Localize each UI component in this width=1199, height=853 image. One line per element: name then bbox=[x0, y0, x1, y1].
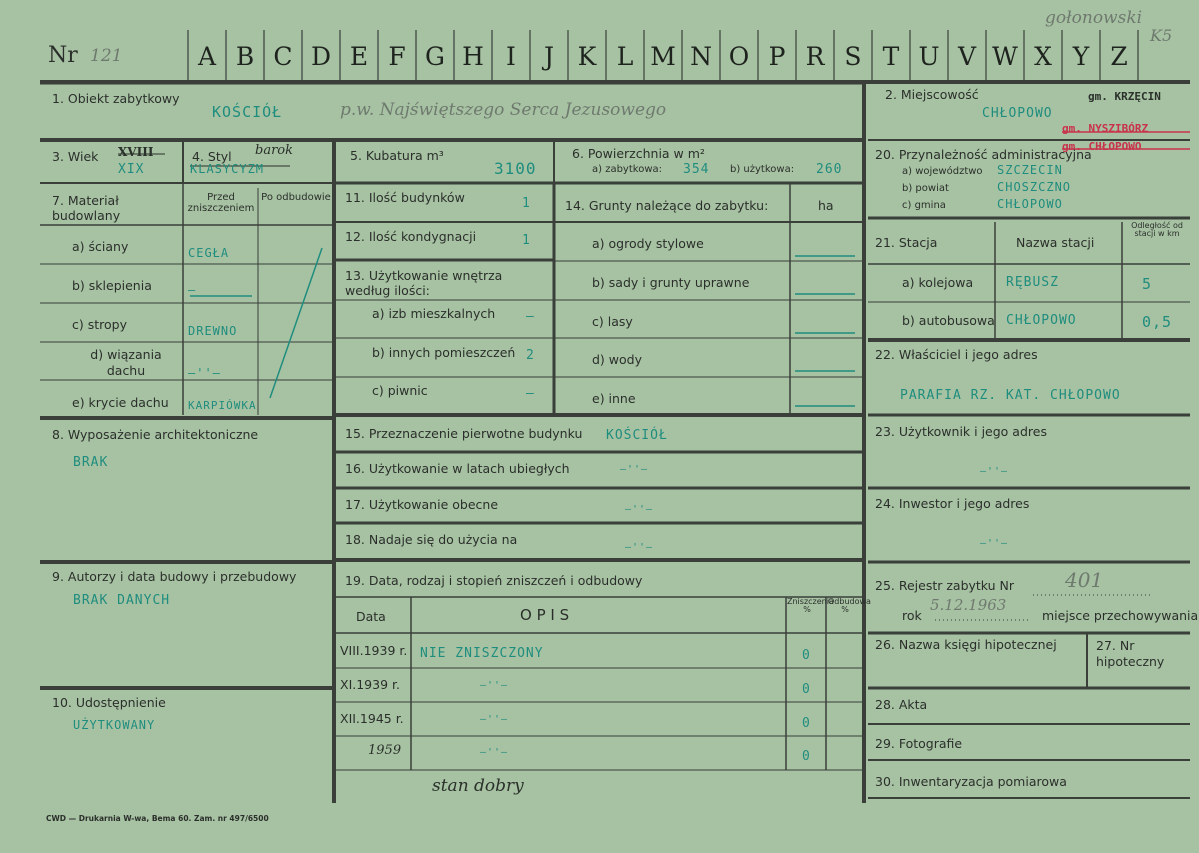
f2-note3: gm. CHŁOPOWO bbox=[1062, 140, 1142, 153]
corner-note: K5 bbox=[1150, 26, 1173, 45]
f16-label: 16. Użytkowanie w latach ubiegłych bbox=[345, 461, 570, 476]
f21-label: 21. Stacja bbox=[875, 235, 938, 250]
f14-row-label: e) inne bbox=[592, 391, 636, 406]
f2-note2: gm. NYSZIBÓRZ bbox=[1062, 122, 1149, 135]
f7-row-label: b) sklepienia bbox=[72, 278, 152, 293]
f1-pencil: p.w. Najświętszego Serca Jezusowego bbox=[340, 100, 667, 120]
f19-row-opis: NIE ZNISZCZONY bbox=[420, 646, 544, 661]
f11-label: 11. Ilość budynków bbox=[345, 190, 465, 205]
index-letter: U bbox=[918, 42, 940, 71]
f29-label: 29. Fotografie bbox=[875, 736, 963, 751]
f21-row-label: a) kolejowa bbox=[902, 275, 974, 290]
f21-row-dist: 5 bbox=[1142, 275, 1153, 293]
f3-value1: XVIII bbox=[118, 145, 154, 159]
f28-label: 28. Akta bbox=[875, 697, 928, 712]
f4-label: 4. Styl bbox=[192, 149, 232, 164]
f18-value: —''— bbox=[625, 542, 654, 553]
f6-b-label: b) użytkowa: bbox=[730, 164, 795, 175]
index-letter: B bbox=[235, 42, 255, 71]
index-letter: K bbox=[577, 42, 597, 71]
f12-value: 1 bbox=[522, 233, 531, 248]
f17-value: —''— bbox=[625, 504, 654, 515]
f17-label: 17. Użytkowanie obecne bbox=[345, 497, 499, 512]
index-letter: J bbox=[543, 42, 555, 71]
f3-value2: XIX bbox=[118, 162, 145, 177]
f7-row-value: —''— bbox=[188, 366, 221, 380]
f5-value: 3100 bbox=[494, 159, 537, 178]
f7-label: 7. Materiał budowlany bbox=[52, 193, 121, 223]
f14-row-label: c) lasy bbox=[592, 314, 633, 329]
f7-col-after: Po odbudowie bbox=[261, 192, 331, 203]
index-letter: H bbox=[462, 42, 484, 71]
f7-row-label: d) wiązania dachu bbox=[90, 347, 162, 378]
f19-col-od: Odbudowa % bbox=[828, 597, 871, 615]
index-letter: Y bbox=[1072, 42, 1090, 71]
f2-label: 2. Miejscowość bbox=[885, 87, 979, 102]
f19-col-date: Data bbox=[356, 609, 386, 624]
f14-row-label: d) wody bbox=[592, 352, 642, 367]
index-letter: D bbox=[310, 42, 332, 71]
f20-woj-value: SZCZECIN bbox=[997, 163, 1063, 177]
f25-place-label: miejsce przechowywania bbox=[1042, 608, 1199, 623]
index-letter: R bbox=[805, 42, 825, 71]
f7-col-before: Przed zniszczeniem bbox=[187, 192, 255, 214]
f8-value: BRAK bbox=[73, 455, 109, 470]
f15-label: 15. Przeznaczenie pierwotne budynku bbox=[345, 426, 583, 441]
f20-pow-value: CHOSZCZNO bbox=[997, 180, 1072, 194]
f19-note: stan dobry bbox=[432, 776, 524, 796]
f10-value: UŻYTKOWANY bbox=[73, 718, 156, 732]
index-letter: X bbox=[1034, 42, 1052, 71]
f25-label: 25. Rejestr zabytku Nr bbox=[875, 578, 1015, 593]
f14-row-label: a) ogrody stylowe bbox=[592, 236, 704, 251]
f10-label: 10. Udostępnienie bbox=[52, 695, 166, 710]
nr-value: 121 bbox=[90, 46, 123, 66]
f20-gm-value: CHŁOPOWO bbox=[997, 197, 1063, 211]
f6-a-label: a) zabytkowa: bbox=[592, 164, 662, 175]
f4-value2: KLASYCYZM bbox=[190, 162, 265, 176]
f19-row-zn: 0 bbox=[802, 716, 811, 731]
f24-label: 24. Inwestor i jego adres bbox=[875, 496, 1030, 511]
f20-pow-label: b) powiat bbox=[902, 183, 949, 194]
f9-label: 9. Autorzy i data budowy i przebudowy bbox=[52, 569, 297, 584]
index-letter: O bbox=[728, 42, 750, 71]
f23-value: —''— bbox=[980, 466, 1009, 477]
f1-label: 1. Obiekt zabytkowy bbox=[52, 91, 180, 106]
f14-row-label: b) sady i grunty uprawne bbox=[592, 275, 750, 290]
f8-label: 8. Wyposażenie architektoniczne bbox=[52, 427, 259, 442]
f13-row-value: — bbox=[526, 309, 535, 324]
f19-row-date: XII.1945 r. bbox=[340, 711, 404, 726]
f19-row-date: 1959 bbox=[368, 743, 402, 758]
f9-value: BRAK DANYCH bbox=[73, 593, 171, 608]
index-letter: M bbox=[650, 42, 676, 71]
f7-row-value: KARPIÓWKA bbox=[188, 399, 257, 412]
f6-a-value: 354 bbox=[683, 162, 710, 177]
f13-row-label: b) innych pomieszczeń bbox=[372, 345, 516, 360]
f7-row-value: CEGŁA bbox=[188, 246, 230, 260]
f19-row-opis: —''— bbox=[480, 680, 509, 691]
top-right-note: gołonowski bbox=[1045, 8, 1143, 28]
index-letter: A bbox=[197, 42, 217, 71]
f22-value: PARAFIA RZ. KAT. CHŁOPOWO bbox=[900, 388, 1121, 403]
f15-value: KOŚCIÓŁ bbox=[606, 428, 668, 443]
f22-label: 22. Właściciel i jego adres bbox=[875, 347, 1038, 362]
f2-note1: gm. KRZĘCIN bbox=[1088, 90, 1161, 103]
f21-row-name: CHŁOPOWO bbox=[1006, 313, 1077, 328]
f6-label: 6. Powierzchnia w m² bbox=[572, 146, 705, 161]
f13-row-label: c) piwnic bbox=[372, 383, 428, 398]
f7-row-value: DREWNO bbox=[188, 324, 238, 338]
f21-col-name: Nazwa stacji bbox=[1016, 235, 1095, 250]
f19-row-opis: —''— bbox=[480, 714, 509, 725]
f19-row-zn: 0 bbox=[802, 749, 811, 764]
f19-row-zn: 0 bbox=[802, 648, 811, 663]
index-letter: V bbox=[957, 42, 977, 71]
index-letter: E bbox=[349, 42, 369, 71]
f19-label: 19. Data, rodzaj i stopień zniszczeń i odbudowy bbox=[345, 573, 643, 588]
f21-row-name: RĘBUSZ bbox=[1006, 275, 1059, 290]
index-letter: I bbox=[506, 42, 516, 71]
f26-label: 26. Nazwa księgi hipotecznej bbox=[875, 637, 1057, 652]
f11-value: 1 bbox=[522, 196, 531, 211]
f5-label: 5. Kubatura m³ bbox=[350, 148, 444, 163]
index-letter: Z bbox=[1110, 42, 1128, 71]
f20-gm-label: c) gmina bbox=[902, 200, 946, 211]
f1-value: KOŚCIÓŁ bbox=[212, 103, 283, 121]
index-letter: F bbox=[388, 42, 406, 71]
index-letter: C bbox=[273, 42, 293, 71]
printer-imprint: CWD — Drukarnia W-wa, Bema 60. Zam. nr 497/6500 bbox=[46, 814, 269, 823]
f16-value: —''— bbox=[620, 464, 649, 475]
f23-label: 23. Użytkownik i jego adres bbox=[875, 424, 1047, 439]
f3-label: 3. Wiek bbox=[52, 149, 99, 164]
f19-col-zn: Zniszczenia % bbox=[787, 597, 834, 615]
f7-row-label: a) ściany bbox=[72, 239, 129, 254]
f19-row-date: XI.1939 r. bbox=[340, 677, 400, 692]
index-letter: N bbox=[690, 42, 712, 71]
f7-row-label: c) stropy bbox=[72, 317, 127, 332]
f19-row-zn: 0 bbox=[802, 682, 811, 697]
f19-row-date: VIII.1939 r. bbox=[340, 643, 408, 658]
f25-nr-value: 401 bbox=[1065, 568, 1104, 592]
f25-rok-label: rok bbox=[902, 608, 922, 623]
f27-label: 27. Nr hipoteczny bbox=[1096, 638, 1165, 669]
f6-b-value: 260 bbox=[816, 162, 843, 177]
f13-row-label: a) izb mieszkalnych bbox=[372, 306, 496, 321]
f19-row-opis: —''— bbox=[480, 747, 509, 758]
f21-col-dist: Odległość od stacji w km bbox=[1131, 221, 1183, 239]
f18-label: 18. Nadaje się do użycia na bbox=[345, 532, 518, 547]
f14-unit: ha bbox=[818, 198, 834, 213]
f7-row-label: e) krycie dachu bbox=[72, 395, 169, 410]
f13-row-value: 2 bbox=[526, 348, 535, 363]
f2-value: CHŁOPOWO bbox=[982, 106, 1053, 121]
f21-row-label: b) autobusowa bbox=[902, 313, 995, 328]
index-letter: S bbox=[844, 42, 862, 71]
f24-value: —''— bbox=[980, 538, 1009, 549]
f25-rok-value: 5.12.1963 bbox=[930, 596, 1007, 614]
f7-row-value: — bbox=[188, 283, 197, 297]
index-letter: G bbox=[425, 42, 445, 71]
f20-label: 20. Przynależność administracyjna bbox=[875, 147, 1092, 162]
index-letter: P bbox=[768, 42, 786, 71]
f19-col-opis: O P I S bbox=[520, 606, 570, 624]
index-letter: W bbox=[992, 42, 1018, 71]
f14-label: 14. Grunty należące do zabytku: bbox=[565, 198, 769, 213]
index-letter: L bbox=[616, 42, 634, 71]
index-letter: T bbox=[882, 42, 900, 71]
nr-label: Nr bbox=[48, 43, 78, 68]
f13-label: 13. Użytkowanie wnętrza według ilości: bbox=[345, 268, 503, 298]
f30-label: 30. Inwentaryzacja pomiarowa bbox=[875, 774, 1067, 789]
f12-label: 12. Ilość kondygnacji bbox=[345, 229, 477, 244]
f21-row-dist: 0,5 bbox=[1142, 313, 1173, 331]
f4-value1: barok bbox=[255, 143, 293, 158]
f13-row-value: — bbox=[526, 386, 535, 401]
f20-woj-label: a) województwo bbox=[902, 166, 983, 177]
